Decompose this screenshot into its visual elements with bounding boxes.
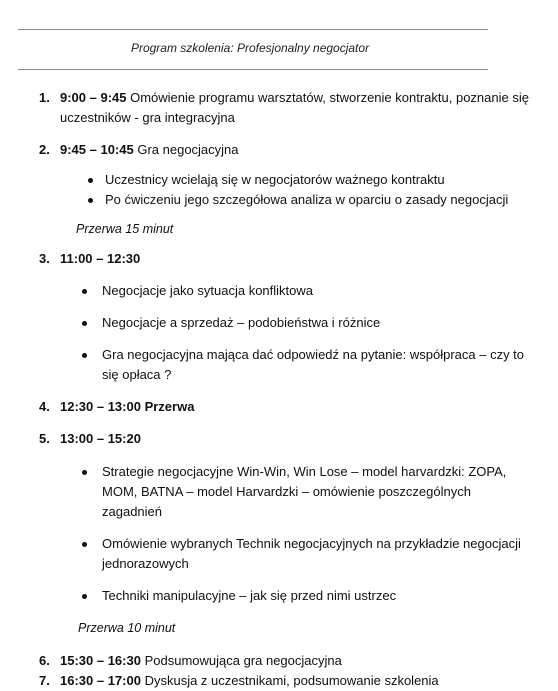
program-list xyxy=(0,88,558,691)
program-item-4 xyxy=(0,397,530,417)
bullet-text: Omówienie wybranych Technik negocjacyjnych na przykładzie negocjacji jednorazowych xyxy=(102,536,521,571)
item-2-bullets xyxy=(0,170,558,210)
bullet-icon xyxy=(82,353,87,358)
program-item-7 xyxy=(0,671,530,691)
item-number: 1. xyxy=(39,90,50,105)
bullet-icon xyxy=(82,594,87,599)
item-time: 15:30 – 16:30 xyxy=(60,653,145,668)
program-item-2 xyxy=(0,140,530,160)
bullet-text: Uczestnicy wcielają się w negocjatorów ważnego kontraktu xyxy=(105,172,445,187)
list-item xyxy=(0,586,522,606)
bullet-icon xyxy=(82,542,87,547)
item-number: 4. xyxy=(39,399,50,414)
bullet-text: Gra negocjacyjna mająca dać odpowiedź na pytanie: współpraca – czy to się opłaca ? xyxy=(102,347,525,382)
bullet-text: Negocjacje jako sytuacja konfliktowa xyxy=(102,283,313,298)
break-note: Przerwa 15 minut xyxy=(76,222,174,236)
item-number: 5. xyxy=(39,431,50,446)
bullet-icon xyxy=(82,470,87,475)
list-item xyxy=(0,534,522,574)
item-description: Podsumowująca gra negocjacyjna xyxy=(144,653,342,668)
break-note: Przerwa 10 minut xyxy=(78,621,176,635)
item-number: 6. xyxy=(39,653,50,668)
bullet-text: Po ćwiczeniu jego szczegółowa analiza w oparciu o zasady negocjacji xyxy=(105,192,509,207)
program-item-5 xyxy=(0,429,530,449)
bullet-text: Techniki manipulacyjne – jak się przed nimi ustrzec xyxy=(102,588,397,603)
item-description: Dyskusja z uczestnikami, podsumowanie szkolenia xyxy=(144,673,439,688)
item-time: 16:30 – 17:00 xyxy=(60,673,145,688)
item-3-bullets xyxy=(0,281,558,385)
document-title: Program szkolenia: Profesjonalny negocjator xyxy=(130,41,370,55)
header-top-rule xyxy=(18,29,488,30)
item-5-bullets xyxy=(0,462,558,606)
bullet-text: Strategie negocjacyjne Win-Win, Win Lose – model harvardzki: ZOPA, MOM, BATNA – model Harvardzki – omówienie poszczególnych zagadnień xyxy=(102,464,507,519)
item-time: 9:45 – 10:45 xyxy=(60,142,138,157)
item-number: 3. xyxy=(39,251,50,266)
item-description: Omówienie programu warsztatów, stworzenie kontraktu, poznanie się uczestników - gra integracyjna xyxy=(60,90,529,125)
list-item xyxy=(0,313,532,333)
program-item-1 xyxy=(0,88,530,128)
item-number: 7. xyxy=(39,673,50,688)
item-time: 13:00 – 15:20 xyxy=(60,431,141,446)
list-item xyxy=(0,170,558,190)
item-description: Gra negocjacyjna xyxy=(137,142,239,157)
header-bottom-rule xyxy=(18,69,488,70)
list-item xyxy=(0,281,532,301)
bullet-icon xyxy=(82,289,87,294)
program-item-3 xyxy=(0,249,530,269)
bullet-icon xyxy=(88,178,93,183)
list-item xyxy=(0,345,532,385)
bullet-icon xyxy=(82,321,87,326)
program-item-6 xyxy=(0,651,530,671)
item-number: 2. xyxy=(39,142,50,157)
item-time: 12:30 – 13:00 Przerwa xyxy=(60,399,195,414)
item-time: 9:00 – 9:45 xyxy=(60,90,131,105)
list-item xyxy=(0,462,522,522)
item-time: 11:00 – 12:30 xyxy=(60,251,141,266)
bullet-icon xyxy=(88,198,93,203)
list-item xyxy=(0,190,558,210)
bullet-text: Negocjacje a sprzedaż – podobieństwa i różnice xyxy=(102,315,381,330)
